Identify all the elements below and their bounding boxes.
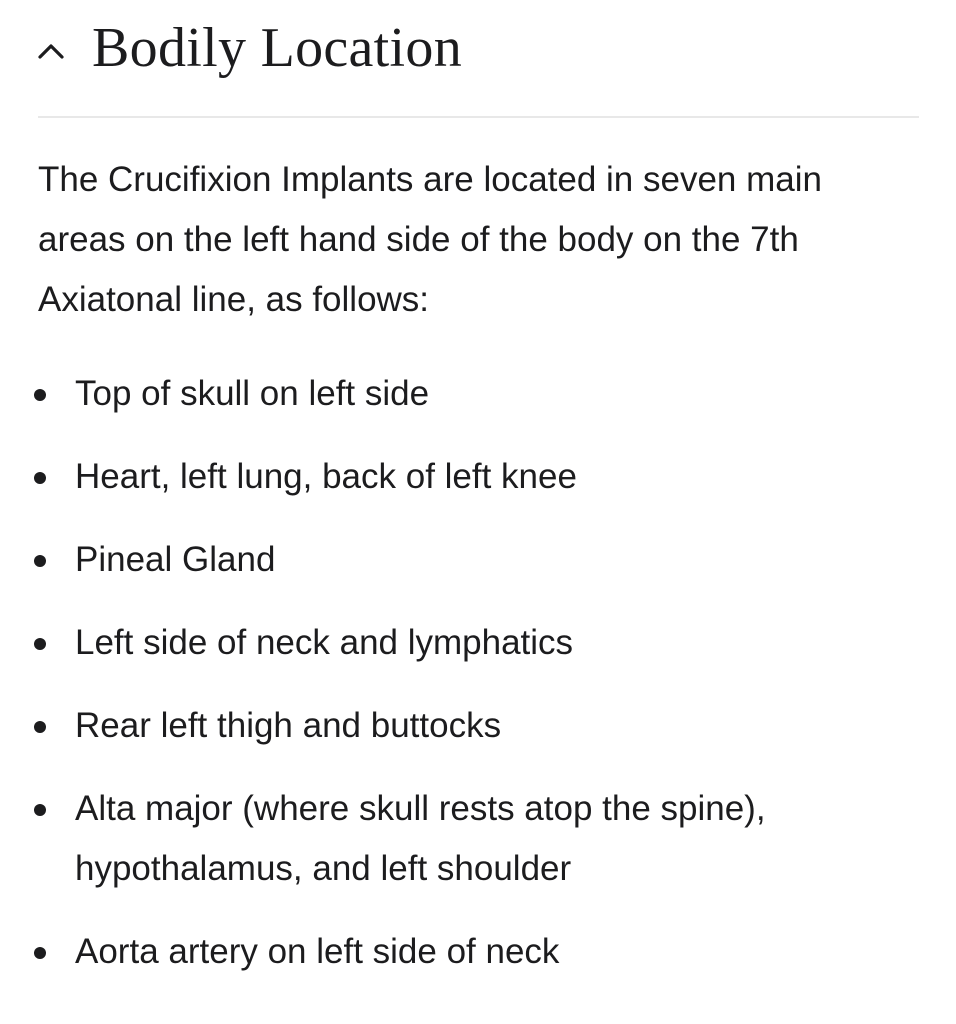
divider	[38, 116, 919, 118]
list-item	[38, 613, 919, 673]
list-item-text: Alta major (where skull rests atop the spine), hypothalamus, and left shoulder	[75, 789, 766, 888]
bullet-dot	[34, 804, 46, 816]
list-item-text: Aorta artery on left side of neck	[75, 932, 560, 971]
list-item	[38, 447, 919, 507]
bullet-dot	[34, 472, 46, 484]
bullet-dot	[34, 638, 46, 650]
list-item-text: Pineal Gland	[75, 540, 276, 579]
intro-paragraph: The Crucifixion Implants are located in seven main areas on the left hand side of the body on the 7th Axiatonal line, as follows:	[38, 160, 822, 319]
location-list	[38, 364, 919, 1005]
list-item	[38, 779, 919, 899]
bullet-dot	[34, 555, 46, 567]
bullet-dot	[34, 721, 46, 733]
list-item	[38, 530, 919, 590]
bullet-dot	[34, 389, 46, 401]
bodily-location-section	[38, 0, 919, 971]
list-item-text: Heart, left lung, back of left knee	[75, 457, 577, 496]
list-item	[38, 696, 919, 756]
list-item-text: Left side of neck and lymphatics	[75, 623, 574, 662]
section-title: Bodily Location	[92, 17, 463, 79]
list-item	[38, 922, 919, 982]
list-item-text: Rear left thigh and buttocks	[75, 706, 502, 745]
chevron-up-icon[interactable]	[36, 36, 66, 66]
bullet-dot	[34, 947, 46, 959]
list-item	[38, 364, 919, 424]
section-header-toggle[interactable]	[38, 0, 919, 96]
list-item-text: Top of skull on left side	[75, 374, 430, 413]
